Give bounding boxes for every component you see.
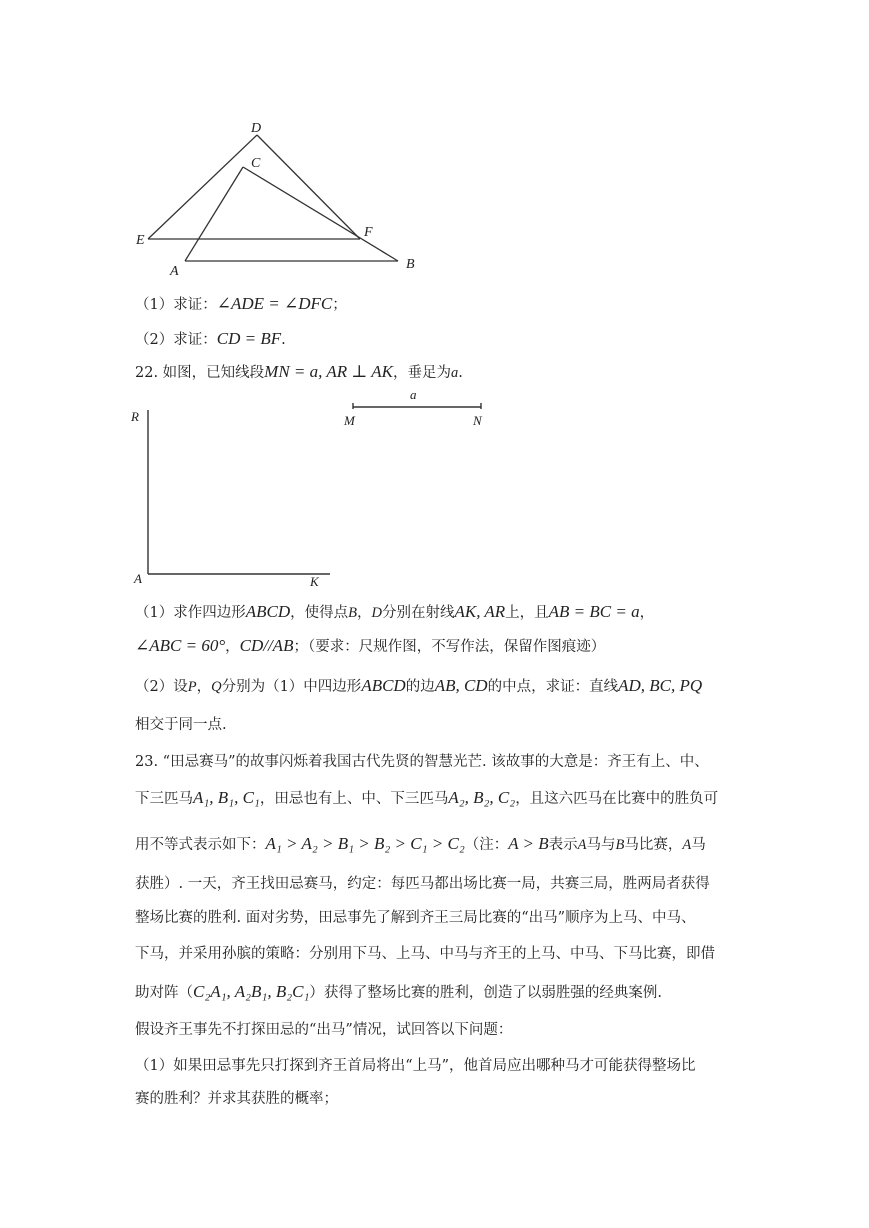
q22-intro [135,362,463,383]
label-a2: A [134,571,142,586]
q21-part2-suffix: . [281,332,286,348]
q23-line6 [135,944,715,964]
label-e: E [136,233,145,248]
label-m: M [344,413,355,428]
q22-p1-text-d: 分别在射线 [381,605,455,621]
q21-part2 [135,329,286,350]
q22-p1-formula-rays: AK, AR [454,602,506,621]
right-angle-figure [128,385,498,590]
q23-l7-b: ）获得了整场比赛的胜利，创造了以弱胜强的经典案例. [309,985,662,1001]
q22-intro-end: . [458,365,463,381]
segment-de [148,135,257,239]
q22-p1-text-a: （1）求作四边形 [135,605,246,621]
q22-part2-line1 [135,676,702,697]
q23-l2-a: 下三匹马 [135,791,193,807]
q23-l3-horse-a2: A [682,837,692,853]
label-b: B [406,257,415,272]
triangle-figure [130,115,430,280]
q22-p2-point-q: Q [211,679,222,695]
q23-line2 [135,788,718,809]
q22-p1-text-f: ， [639,605,655,621]
q22-p1-text-h: ；（要求：尺规作图，不写作法，保留作图痕迹） [293,639,606,655]
q23-text-4: 获胜）. 一天，齐王找田忌赛马，约定：每匹马都出场比赛一局，共赛三局，胜两局者获得 [135,876,710,892]
q22-p2-formula-abcd: ABCD [361,676,406,695]
q22-p1-formula-abcd: ABCD [245,602,291,621]
q23-text-9: （1）如果田忌事先只打探到齐王首局将出“上马”，他首局应出哪种马才可能获得整场比 [135,1058,696,1074]
q22-p2-text-a: （2）设 [135,679,188,695]
q23-line1 [135,752,709,772]
q22-p2-text-end: 相交于同一点. [135,717,227,733]
segment-cb [243,167,398,261]
label-a-length: a [410,387,417,402]
q23-text-10: 赛的胜利？并求其获胜的概率； [135,1091,338,1107]
q22-p2-formula-lines: AD, BC, PQ [618,676,703,695]
q23-l3-formula-agtb: A > B [508,834,549,853]
q22-p1-text-b: ，使得点 [290,605,349,621]
q23-l3-f: 马 [691,837,706,853]
q22-p1-formula-parallel: CD//AB [239,636,294,655]
q23-text-1: 23. “田忌赛马”的故事闪烁着我国古代先贤的智慧光芒. 该故事的大意是：齐王有上、中、 [135,754,709,770]
q21-part1-formula: ∠ADE = ∠DFC [216,294,333,313]
q23-text-8: 假设齐王事先不打探田忌的“出马”情况，试回答以下问题： [135,1022,513,1038]
q22-part1-line2 [135,636,605,657]
q21-part2-formula: CD = BF [216,329,282,348]
q22-p2-text-d: 的边 [405,679,435,695]
label-c: C [251,156,261,171]
q23-l2-c: ，且这六匹马在比赛中的胜负可 [515,791,719,807]
q23-l3-a: 用不等式表示如下： [135,837,266,853]
q23-text-6: 下马，并采用孙膑的策略：分别用下马、上马、中马与齐王的上马、中马、下马比赛，即借 [135,946,715,962]
q23-l3-horse-a: A [577,837,587,853]
label-d: D [251,121,262,136]
q23-l2-formula-tian: A₂, B₂, C₂ [448,788,516,807]
segment-df [257,135,360,239]
q23-line5 [135,908,696,928]
label-f: F [364,225,373,240]
q22-p1-text-e: 上，且 [505,605,549,621]
q22-intro-a: a [451,365,459,381]
q23-l2-b: ，田忌也有上、中、下三匹马 [259,791,449,807]
q21-part1 [135,294,347,315]
q23-l3-c: 表示 [548,837,578,853]
q22-intro-prefix: 22. 如图，已知线段 [135,365,265,381]
q22-p2-point-p: P [187,679,197,695]
q23-l3-horse-b: B [615,837,625,853]
q21-part1-prefix: （1）求证： [135,297,217,313]
label-r: R [131,409,139,424]
q22-part2-line2 [135,715,227,735]
q23-l3-d: 马与 [586,837,616,853]
q23-line10 [135,1089,338,1109]
q23-line7 [135,982,662,1003]
q23-l3-b: （注： [464,837,509,853]
q23-l7-formula-pairs: C₂A₁, A₂B₁, B₂C₁ [193,982,310,1001]
q22-p1-text-g: ， [225,639,240,655]
q23-l2-formula-qi: A₁, B₁, C₁ [193,788,260,807]
q23-line4 [135,874,710,894]
q22-intro-mid: ，垂足为 [393,365,452,381]
q23-line9 [135,1056,696,1076]
q23-line3 [135,834,706,855]
label-n: N [473,413,482,428]
q22-intro-formula: MN = a, AR ⊥ AK [264,362,394,381]
label-k: K [310,574,319,589]
q23-l7-a: 助对阵（ [135,985,193,1001]
q22-p1-point-b: B [348,605,357,621]
label-a: A [170,264,179,279]
q22-p2-text-e: 的中点，求证：直线 [487,679,619,695]
q22-p1-formula-equal: AB = BC = a [548,602,640,621]
q22-p1-point-d: D [371,605,382,621]
q23-text-5: 整场比赛的胜利. 面对劣势，田忌事先了解到齐王三局比赛的“出马”顺序为上马、中马、 [135,910,696,926]
q21-part1-suffix: ； [332,297,347,313]
q23-l3-e: 马比赛， [624,837,683,853]
q22-p1-formula-angle: ∠ABC = 60° [135,636,226,655]
q22-p2-text-c: 分别为（1）中四边形 [221,679,362,695]
q22-part1-line1 [135,602,654,623]
q21-part2-prefix: （2）求证： [135,332,217,348]
q22-p1-text-c: ， [356,605,372,621]
q22-p2-text-b: ， [196,679,212,695]
segment-ca [185,167,243,261]
q23-l3-formula-order: A₁ > A₂ > B₁ > B₂ > C₁ > C₂ [265,834,465,853]
q23-line8 [135,1020,512,1040]
q22-p2-formula-sides: AB, CD [434,676,488,695]
